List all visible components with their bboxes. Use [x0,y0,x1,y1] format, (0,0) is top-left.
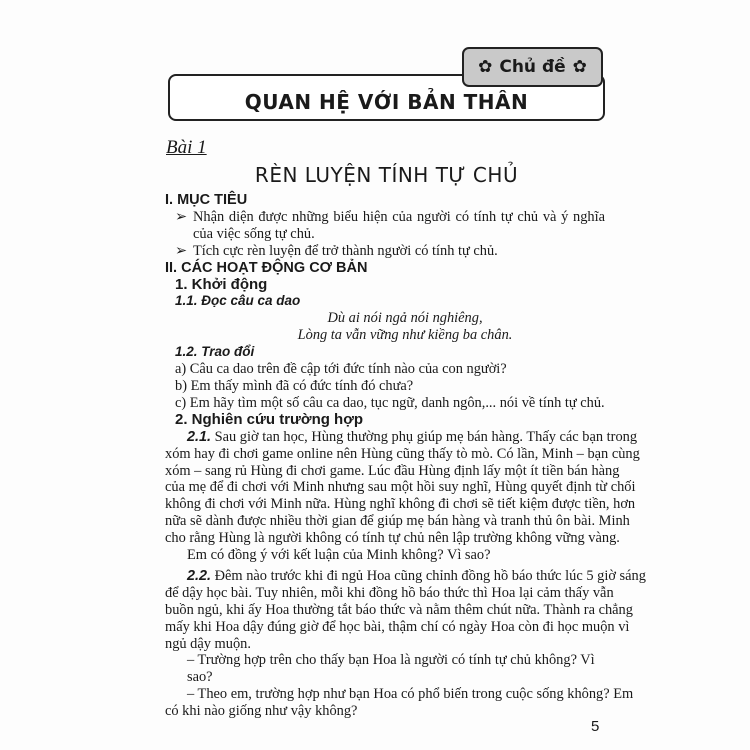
poem-line: Dù ai nói ngả nói nghiêng, [327,310,483,327]
poem-line: Lòng ta vẫn vững như kiềng ba chân. [297,327,513,344]
arrow-bullet-icon: ➢ [175,242,188,259]
case-question: có khi nào giống như vậy không? [165,703,358,720]
arrow-bullet-icon: ➢ [175,208,188,225]
case-line: xóm – sang rủ Hùng đi chơi game. Lúc đầu Hùng định lấy một ít tiền bán hàng [165,462,620,479]
case-line: không đi chơi với Minh nữa. Hùng nghĩ không đi chơi sẽ tiết kiệm được tiền, hơn [165,496,636,513]
case-line: của mẹ để đi chơi với Minh nhưng sau một hồi suy nghĩ, Hùng quyết định từ chối [165,479,636,496]
case-text: Sau giờ tan học, Hùng thường phụ giúp mẹ bán hàng. Thấy các bạn trong [214,428,638,445]
flower-icon: ✿ [572,57,587,77]
case-line: ngủ dậy muộn. [165,635,251,652]
case-text: Đêm nào trước khi đi ngủ Hoa cũng chỉnh đồng hồ báo thức lúc 5 giờ sáng [214,567,646,584]
part-heading-case-study: 2. Nghiên cứu trường hợp [175,410,364,428]
objective-item [165,209,605,243]
section-heading-objectives: I. MỤC TIÊU [165,192,248,208]
question: c) Em hãy tìm một số câu ca dao, tục ngữ, danh ngôn,... nói về tính tự chủ. [175,394,605,411]
case-line: nữa sẽ dành được nhiều thời gian để giúp mẹ bán hàng và tranh thủ ôn bài. Minh [165,513,630,530]
case-line: để dậy học bài. Tuy nhiên, mỗi khi đồng hồ báo thức thì Hoa lại cảm thấy vẫn [165,584,614,601]
case-line: buồn ngủ, khi ấy Hoa thường tắt báo thức và nằm thêm chút nữa. Thành ra chẳng [165,601,633,618]
question: a) Câu ca dao trên đề cập tới đức tính nào của con người? [175,361,507,378]
case-number: 2.1. [187,428,212,445]
section-heading-activities: II. CÁC HOẠT ĐỘNG CƠ BẢN [165,259,368,276]
case-question: – Theo em, trường hợp như bạn Hoa có phổ biến trong cuộc sống không? Em [187,686,634,703]
case-line: mấy khi Hoa dậy đúng giờ để học bài, thậm chí có ngày Hoa còn đi học muộn vì [165,618,630,635]
case-number: 2.2. [187,567,212,584]
sub-heading-discuss: 1.2. Trao đổi [175,344,255,360]
flower-icon: ✿ [478,57,493,77]
objective-item [165,243,605,260]
case-question: Em có đồng ý với kết luận của Minh không? Vì sao? [187,547,491,564]
topic-title: QUAN HỆ VỚI BẢN THÂN [244,90,529,114]
case-line [165,428,638,446]
lesson-number: Bài 1 [166,137,207,158]
case-line: cho rằng Hùng là người không có tính tự chủ nên lập trường không vững vàng. [165,530,620,547]
sub-heading-read: 1.1. Đọc câu ca dao [175,293,301,309]
objective-text: Tích cực rèn luyện để trở thành người có tính tự chủ. [193,242,498,259]
case-line [165,567,646,585]
topic-tab [462,47,603,87]
part-heading-warmup: 1. Khởi động [175,275,268,293]
objective-text: Nhận diện được những biểu hiện của người có tính tự chủ và ý nghĩa của việc sống tự chủ. [193,208,605,242]
page-number: 5 [591,718,600,735]
case-question: – Trường hợp trên cho thấy bạn Hoa là người có tính tự chủ không? Vì sao? [187,652,595,686]
lesson-title: RÈN LUYỆN TÍNH TỰ CHỦ [254,163,519,187]
topic-label: Chủ đề [499,57,566,77]
case-line: xóm hay đi chơi game online nên Hùng cũng thấy tò mò. Có lần, Minh – bạn cùng [165,445,640,462]
question: b) Em thấy mình đã có đức tính đó chưa? [175,377,414,394]
lesson-content [165,192,646,720]
